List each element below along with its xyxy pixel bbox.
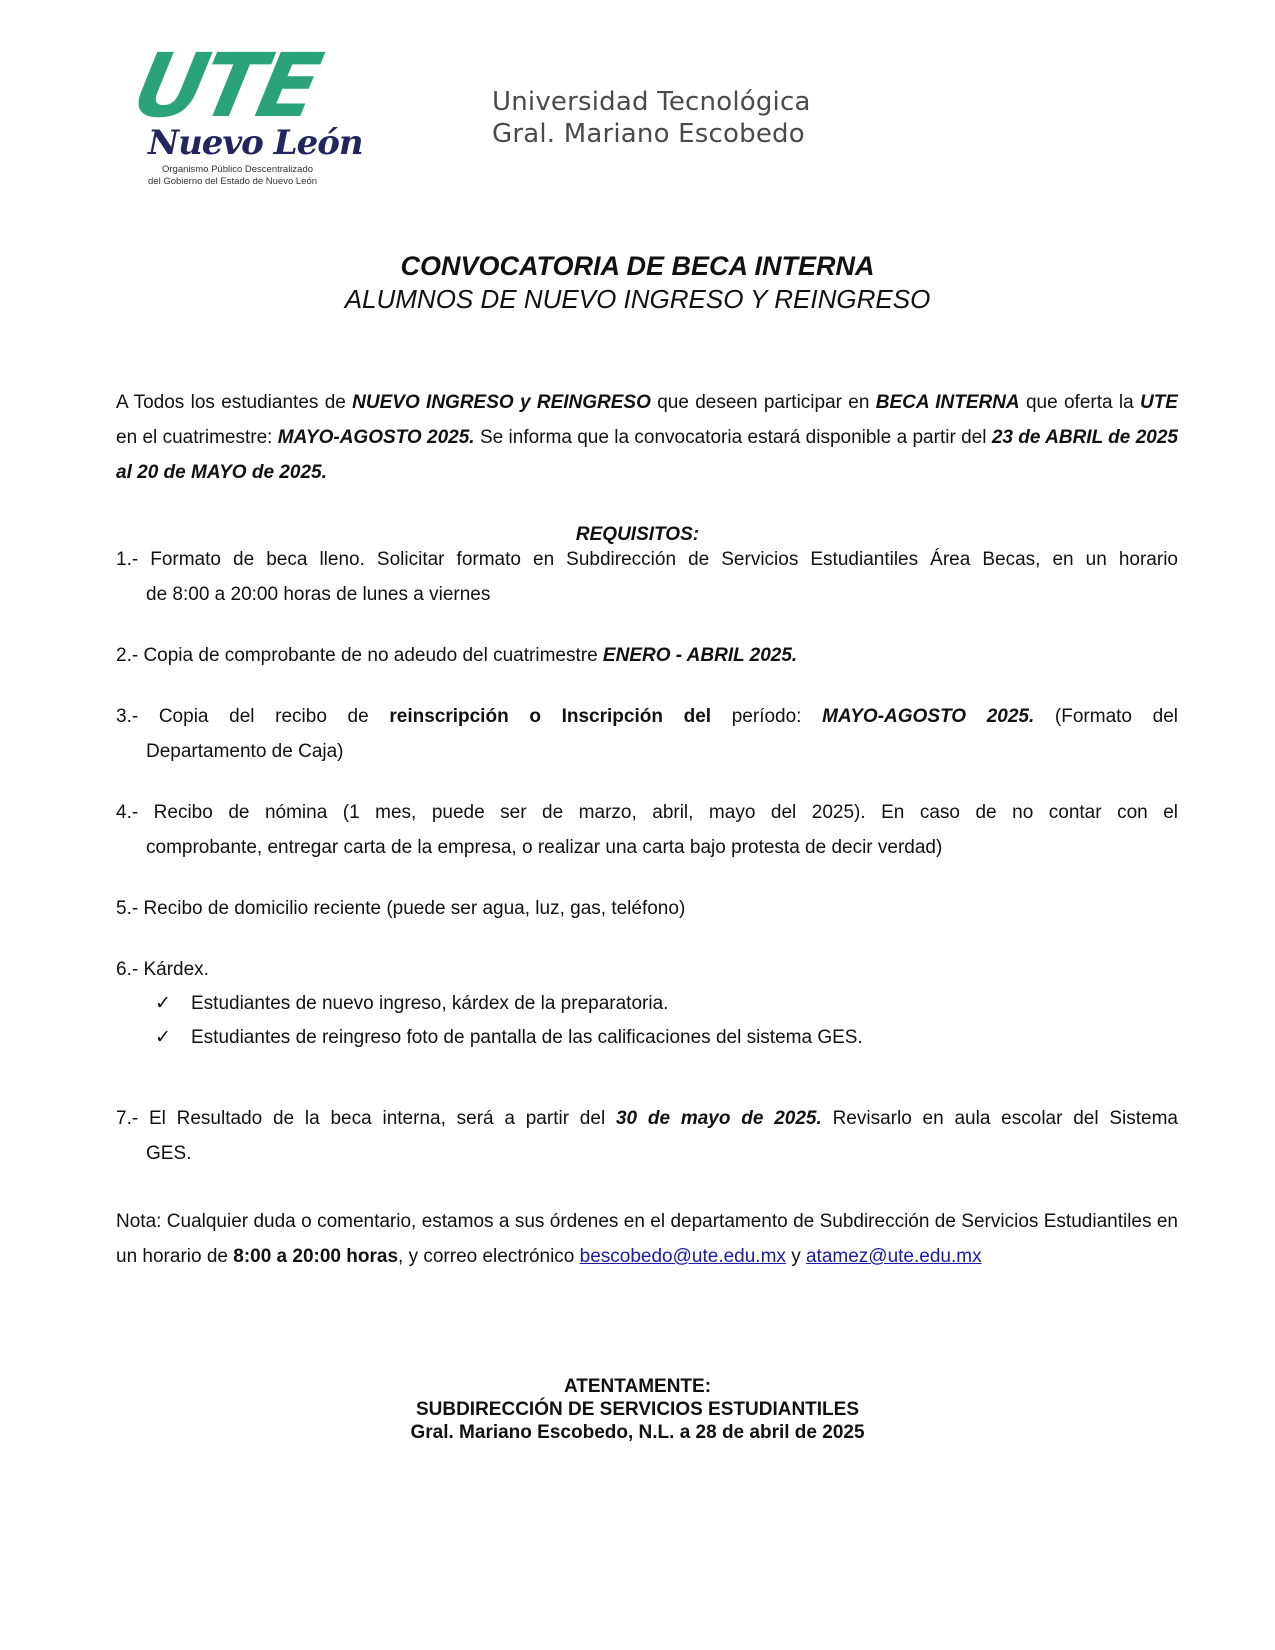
requirement-2-text: 2.- Copia de comprobante de no adeudo del cuatrimestre	[116, 645, 603, 666]
closing-line-2: SUBDIRECCIÓN DE SERVICIOS ESTUDIANTILES	[415, 1399, 860, 1420]
intro-bold-2: BECA INTERNA	[875, 392, 1020, 413]
requirement-3-line2: Departamento de Caja)	[146, 741, 344, 762]
intro-bold-4: MAYO-AGOSTO 2025.	[277, 427, 475, 448]
requirement-7	[116, 1101, 1178, 1171]
requirement-7-bold: 30 de mayo de 2025.	[615, 1108, 822, 1129]
requirement-3-bold-2: MAYO-AGOSTO 2025.	[822, 706, 1035, 727]
title-block	[0, 250, 1275, 316]
email-link-atamez[interactable]: atamez@ute.edu.mx	[805, 1246, 982, 1267]
checklist-item-2	[155, 1020, 863, 1055]
requirement-1	[116, 542, 1178, 612]
requirement-2-bold: ENERO - ABRIL 2025.	[602, 645, 798, 666]
page-subtitle: ALUMNOS DE NUEVO INGRESO Y REINGRESO	[344, 284, 931, 314]
email-link-bescobedo[interactable]: bescobedo@ute.edu.mx	[579, 1246, 786, 1267]
requirement-3-text-3: (Formato del	[1034, 706, 1178, 727]
intro-text-4: en el cuatrimestre:	[116, 427, 278, 448]
check-icon: ✓	[155, 1027, 171, 1048]
university-name-line2: Gral. Mariano Escobedo	[492, 119, 805, 149]
requirement-3-line1	[116, 699, 1178, 734]
requirement-1-line1: 1.- Formato de beca lleno. Solicitar formato en Subdirección de Servicios Estudiantiles Área Becas, en un horario	[116, 549, 1178, 570]
requirement-4	[116, 795, 1178, 865]
note-text-2: , y correo electrónico	[398, 1246, 580, 1267]
intro-bold-5: 23 de ABRIL de 2025 al 20 de MAYO de 2025.	[116, 427, 1178, 483]
ute-logo	[125, 33, 363, 198]
note-text-1: Nota: Cualquier duda o comentario, estamos a sus órdenes en el departamento de Subdirección de Servicios Estudiantiles en un horario de	[116, 1211, 1178, 1267]
note-hours: 8:00 a 20:00 horas	[233, 1246, 399, 1267]
closing-block	[0, 1375, 1275, 1444]
university-name-line1: Universidad Tecnológica	[492, 87, 811, 117]
requirement-3-text-1: 3.- Copia del recibo de	[116, 706, 390, 727]
closing-line-1: ATENTAMENTE:	[563, 1376, 712, 1397]
intro-bold-3: UTE	[1139, 392, 1178, 413]
note-text-3: y	[785, 1246, 806, 1267]
requirement-7-text-2: Revisarlo en aula escolar del Sistema	[821, 1108, 1178, 1129]
intro-text-1: A Todos los estudiantes de	[116, 392, 353, 413]
requirement-3	[116, 699, 1178, 769]
intro-text-3: que oferta la	[1019, 392, 1140, 413]
intro-text-5: Se informa que la convocatoria estará disponible a partir del	[474, 427, 992, 448]
requirement-6: 6.- Kárdex.	[116, 959, 209, 980]
requirement-5: 5.- Recibo de domicilio reciente (puede ser agua, luz, gas, teléfono)	[116, 898, 686, 919]
university-name	[492, 86, 811, 150]
requirement-2	[116, 638, 1178, 673]
page-title: CONVOCATORIA DE BECA INTERNA	[400, 251, 875, 281]
requirement-4-line2: comprobante, entregar carta de la empresa, o realizar una carta bajo protesta de decir verdad)	[146, 837, 943, 858]
ute-logo-graphic	[125, 33, 363, 198]
logo-script: Nuevo León	[148, 123, 363, 163]
checklist-item-2-text: Estudiantes de reingreso foto de pantalla de las calificaciones del sistema GES.	[191, 1027, 863, 1048]
logo-mark: UTE	[125, 33, 327, 137]
intro-bold-1: NUEVO INGRESO y REINGRESO	[352, 392, 651, 413]
logo-subtitle-2: del Gobierno del Estado de Nuevo León	[148, 176, 318, 187]
logo-subtitle-1: Organismo Público Descentralizado	[162, 164, 314, 175]
requirement-4-line1: 4.- Recibo de nómina (1 mes, puede ser de marzo, abril, mayo del 2025). En caso de no contar con el	[116, 802, 1178, 823]
requirement-3-text-2: período:	[711, 706, 823, 727]
note-paragraph	[116, 1204, 1178, 1274]
requirement-3-bold-1: reinscripción o Inscripción del	[389, 706, 712, 727]
requirement-7-line1	[116, 1101, 1178, 1136]
requirements-heading: REQUISITOS:	[575, 524, 700, 545]
requirement-7-line2: GES.	[146, 1143, 192, 1164]
checklist-item-1-text: Estudiantes de nuevo ingreso, kárdex de la preparatoria.	[191, 993, 669, 1014]
checklist-item-1	[155, 986, 668, 1021]
intro-paragraph	[116, 385, 1178, 490]
requirement-1-line2: de 8:00 a 20:00 horas de lunes a viernes	[146, 584, 491, 605]
requirement-7-text-1: 7.- El Resultado de la beca interna, será a partir del	[116, 1108, 616, 1129]
intro-text-2: que deseen participar en	[650, 392, 876, 413]
closing-line-3: Gral. Mariano Escobedo, N.L. a 28 de abril de 2025	[410, 1422, 865, 1443]
check-icon: ✓	[155, 993, 171, 1014]
